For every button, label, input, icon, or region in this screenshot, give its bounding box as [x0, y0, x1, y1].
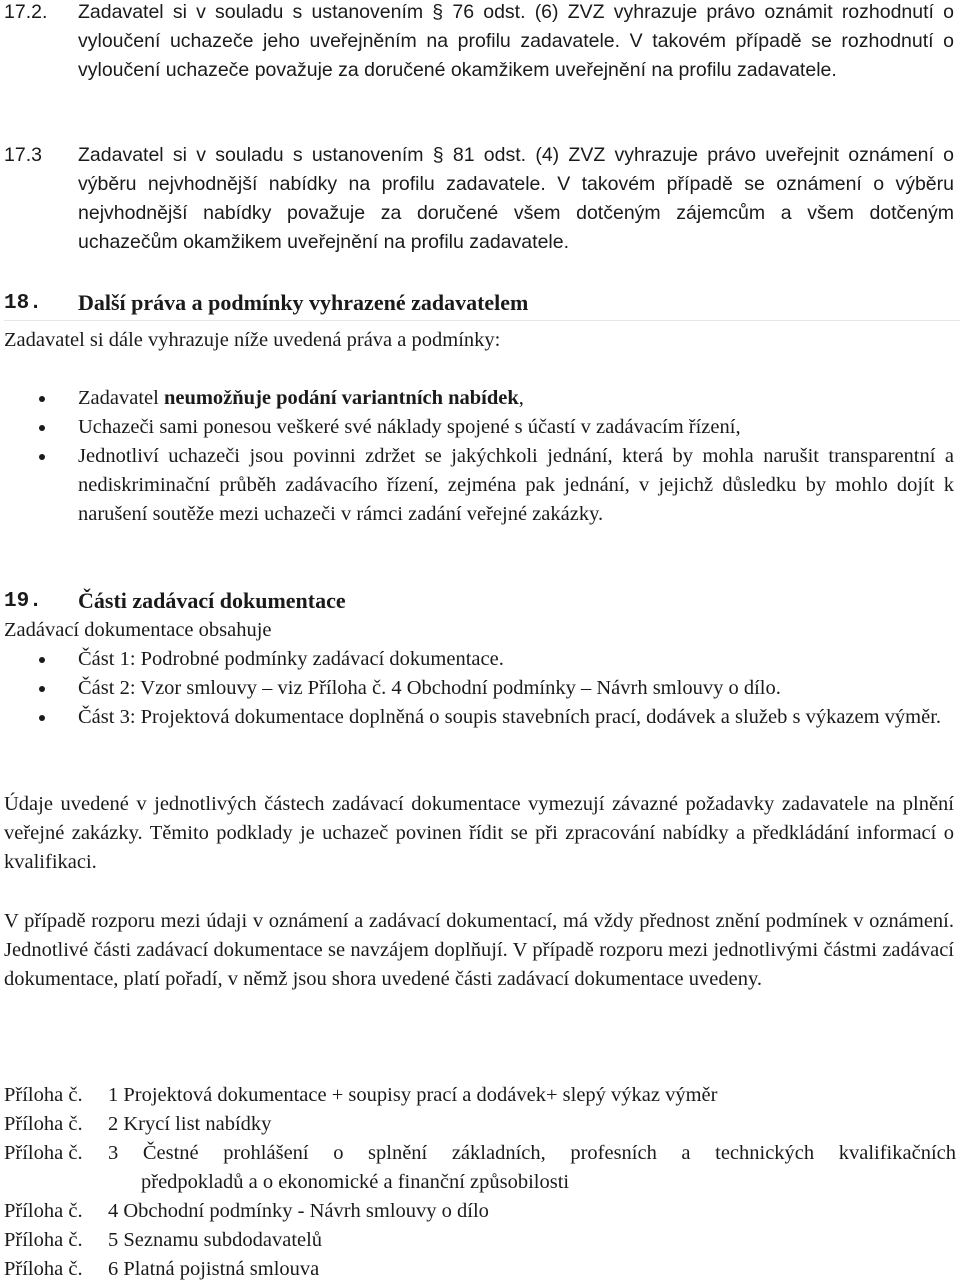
section-19-intro: Zadávací dokumentace obsahuje: [4, 619, 272, 641]
heading-title: Části zadávací dokumentace: [78, 588, 346, 613]
bullet-icon: [39, 454, 45, 460]
attachment-label: Příloha č.: [4, 1142, 83, 1164]
attachment-label: Příloha č.: [4, 1113, 83, 1135]
section-19-paragraph-2: V případě rozporu mezi údaji v oznámení a zadávací dokumentací, má vždy přednost znění podmínek v oznámení. Jednotlivé části zadávací dokumentace se navzájem doplňují. V případě rozporu mezi jednotlivými částmi zadávací dokumentace, platí pořadí, v němž jsou shora uvedené části zadávací dokumentace uvedeny.: [4, 910, 954, 990]
bullet-icon: [39, 686, 45, 692]
bullet-icon: [39, 715, 45, 721]
section-number: 17.3: [4, 144, 42, 166]
bullet-icon: [39, 425, 45, 431]
section-18-intro: Zadavatel si dále vyhrazuje níže uvedená práva a podmínky:: [4, 329, 501, 351]
heading-number: 18.: [4, 292, 42, 315]
attachment-text: 6 Platná pojistná smlouva: [108, 1258, 320, 1280]
section-19-heading: [4, 586, 960, 618]
attachment-label: Příloha č.: [4, 1200, 83, 1222]
section-19-list: [0, 645, 954, 732]
section-text: Zadavatel si v souladu s ustanovením § 76 odst. (6) ZVZ vyhrazuje právo oznámit rozhodnutí o vyloučení uchazeče jeho uveřejněním na profilu zadavatele. V takovém případě se rozhodnutí o vyloučení uchazeče považuje za doručené okamžikem uveřejnění na profilu zadavatele.: [78, 1, 954, 81]
section-18-heading: [4, 288, 960, 321]
attachment-text: 1 Projektová dokumentace + soupisy prací a dodávek+ slepý výkaz výměr: [108, 1084, 718, 1106]
list-item: [0, 645, 954, 674]
bullet-text: Část 2: Vzor smlouvy – viz Příloha č. 4 Obchodní podmínky – Návrh smlouvy o dílo.: [78, 677, 781, 699]
attachment-text: 2 Krycí list nabídky: [108, 1113, 272, 1135]
section-number: 17.2.: [4, 1, 48, 23]
attachment-text: 3 Čestné prohlášení o splnění základních, profesních a technických kvalifikačních: [108, 1142, 956, 1164]
attachment-text: 4 Obchodní podmínky - Návrh smlouvy o dílo: [108, 1200, 489, 1222]
bullet-bold-text: neumožňuje podání variantních nabídek: [163, 387, 519, 409]
bullet-text-suffix: ,: [518, 387, 524, 409]
bullet-text: Jednotliví uchazeči jsou povinni zdržet se jakýchkoli jednání, která by mohla narušit transparentní a nediskriminační průběh zadávacího řízení, zejména pak jednání, v jejichž důsledku by mohlo dojít k narušení soutěže mezi uchazeči v rámci zadání veřejné zakázky.: [78, 445, 954, 525]
section-text: Zadavatel si v souladu s ustanovením § 81 odst. (4) ZVZ vyhrazuje právo uveřejnit oznámení o výběru nejvhodnější nabídky na profilu zadavatele. V takovém případě se oznámení o výběru nejvhodnější nabídky považuje za doručené všem dotčeným zájemcům a všem dotčeným uchazečům okamžikem uveřejnění na profilu zadavatele.: [78, 144, 954, 253]
attachment-label: Příloha č.: [4, 1229, 83, 1251]
heading-title: Další práva a podmínky vyhrazené zadavatelem: [78, 290, 529, 315]
attachment-text: 5 Seznamu subdodavatelů: [108, 1229, 323, 1251]
section-19-paragraph-1: Údaje uvedené v jednotlivých částech zadávací dokumentace vymezují závazné požadavky zadavatele na plnění veřejné zakázky. Těmito podklady je uchazeč povinen řídit se při zpracování nabídky a předkládání informací o kvalifikaci.: [4, 793, 954, 873]
attachment-label: Příloha č.: [4, 1258, 83, 1280]
bullet-icon: [39, 657, 45, 663]
list-item: [0, 384, 954, 413]
bullet-text: Zadavatel: [78, 387, 164, 409]
section-18-list: [0, 384, 954, 529]
bullet-icon: [39, 396, 45, 402]
heading-number: 19.: [4, 590, 42, 613]
attachment-text-continuation: předpokladů a o ekonomické a finanční způsobilosti: [141, 1171, 570, 1193]
list-item: [0, 674, 954, 703]
bullet-text: Uchazeči sami ponesou veškeré své náklady spojené s účastí v zadávacím řízení,: [78, 416, 741, 438]
bullet-text: Část 1: Podrobné podmínky zadávací dokumentace.: [78, 648, 504, 670]
attachment-label: Příloha č.: [4, 1084, 83, 1106]
bullet-text: Část 3: Projektová dokumentace doplněná o soupis stavebních prací, dodávek a služeb s výkazem výměr.: [78, 706, 942, 728]
list-item: [0, 703, 954, 732]
list-item: [0, 442, 954, 529]
list-item: [0, 413, 954, 442]
